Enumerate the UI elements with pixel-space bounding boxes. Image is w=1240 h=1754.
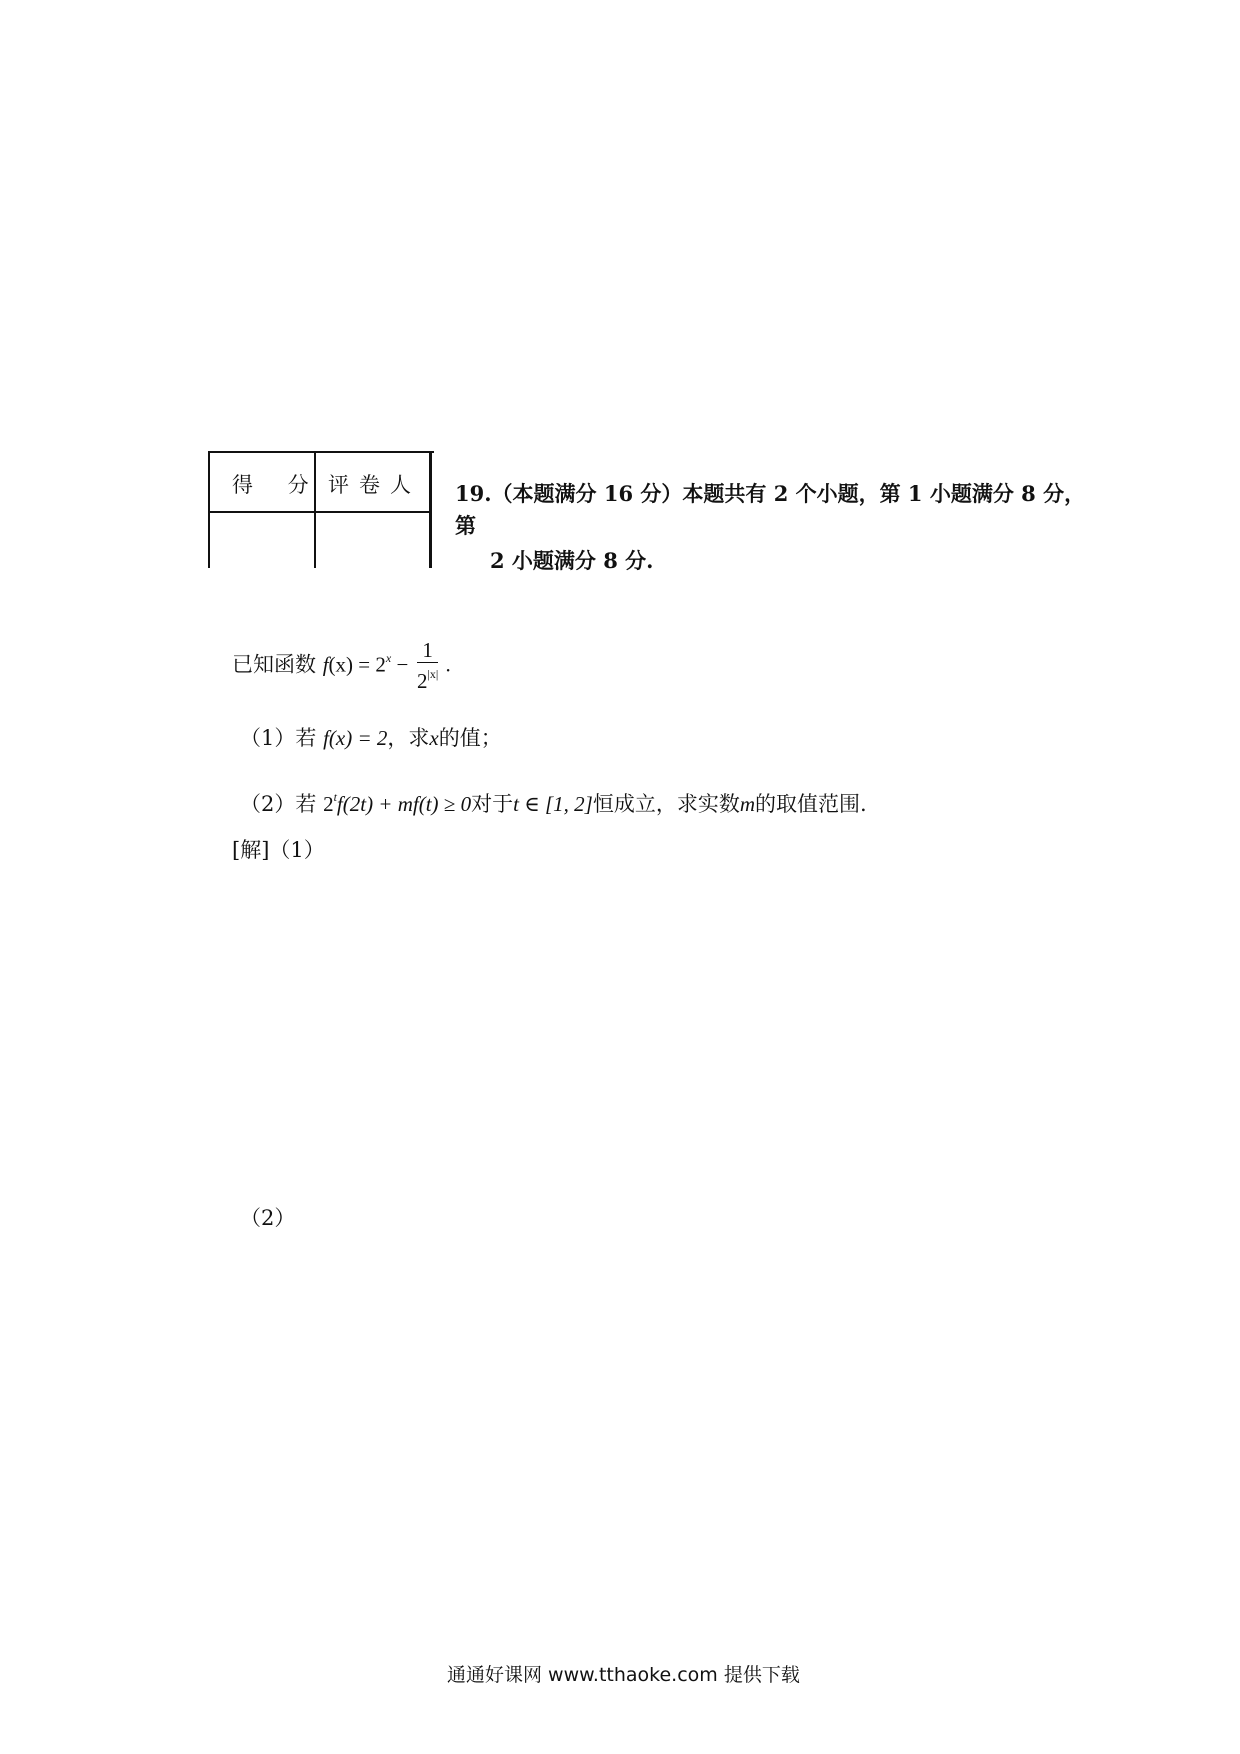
intro-func: f bbox=[322, 652, 329, 677]
solution-label: [解]（1） bbox=[232, 838, 325, 862]
part2-exp: t bbox=[333, 790, 337, 804]
part1-rest-a: ，求 bbox=[387, 726, 430, 750]
intro-minus: − bbox=[391, 652, 409, 677]
fraction-numerator: 1 bbox=[422, 638, 433, 662]
score-table bbox=[208, 451, 434, 568]
part2-rest-b: 恒成立，求实数 bbox=[592, 792, 740, 816]
intro-end: . bbox=[440, 652, 451, 677]
part1-rest-b: 的值； bbox=[438, 726, 502, 750]
intro-func-arg: (x) = 2 bbox=[328, 652, 386, 677]
part2-math-c: t ∈ [1, 2] bbox=[513, 792, 593, 816]
problem-intro bbox=[232, 638, 451, 694]
intro-exp: x bbox=[385, 650, 392, 665]
footer-credit: 通通好课网 www.tthaoke.com 提供下载 bbox=[447, 1664, 800, 1686]
part2-rest-a: 对于 bbox=[471, 792, 514, 816]
grader-entry-cell bbox=[316, 513, 429, 568]
score-entry-cell bbox=[210, 513, 314, 568]
score-header: 得 分 bbox=[232, 473, 323, 497]
part2-rest-c: 的取值范围. bbox=[755, 792, 867, 816]
grader-header: 评卷人 bbox=[328, 473, 421, 497]
problem-part1 bbox=[240, 722, 502, 752]
fraction-den-exp: |x| bbox=[427, 667, 439, 681]
question-header-line2: 2 小题满分 8 分. bbox=[490, 548, 654, 573]
fraction-den-base: 2 bbox=[416, 669, 428, 693]
part1-var: x bbox=[429, 726, 439, 750]
problem-part2 bbox=[240, 788, 867, 818]
intro-prefix: 已知函数 bbox=[232, 652, 316, 677]
part1-math: f(x) = 2 bbox=[323, 726, 388, 750]
solution-part2-label: （2） bbox=[240, 1206, 296, 1230]
fraction-denominator bbox=[417, 663, 438, 694]
part1-label: （1）若 bbox=[240, 726, 317, 750]
part2-label: （2）若 bbox=[240, 792, 317, 816]
intro-fraction bbox=[417, 638, 438, 694]
part2-math-b: f(2t) + mf(t) ≥ 0 bbox=[336, 792, 472, 816]
part2-var: m bbox=[739, 792, 755, 816]
part2-math-a: 2 bbox=[323, 792, 334, 816]
question-header-line1: 19.（本题满分 16 分）本题共有 2 个小题，第 1 小题满分 8 分， bbox=[455, 481, 1086, 506]
question-header-line1b: 第 bbox=[455, 513, 476, 538]
